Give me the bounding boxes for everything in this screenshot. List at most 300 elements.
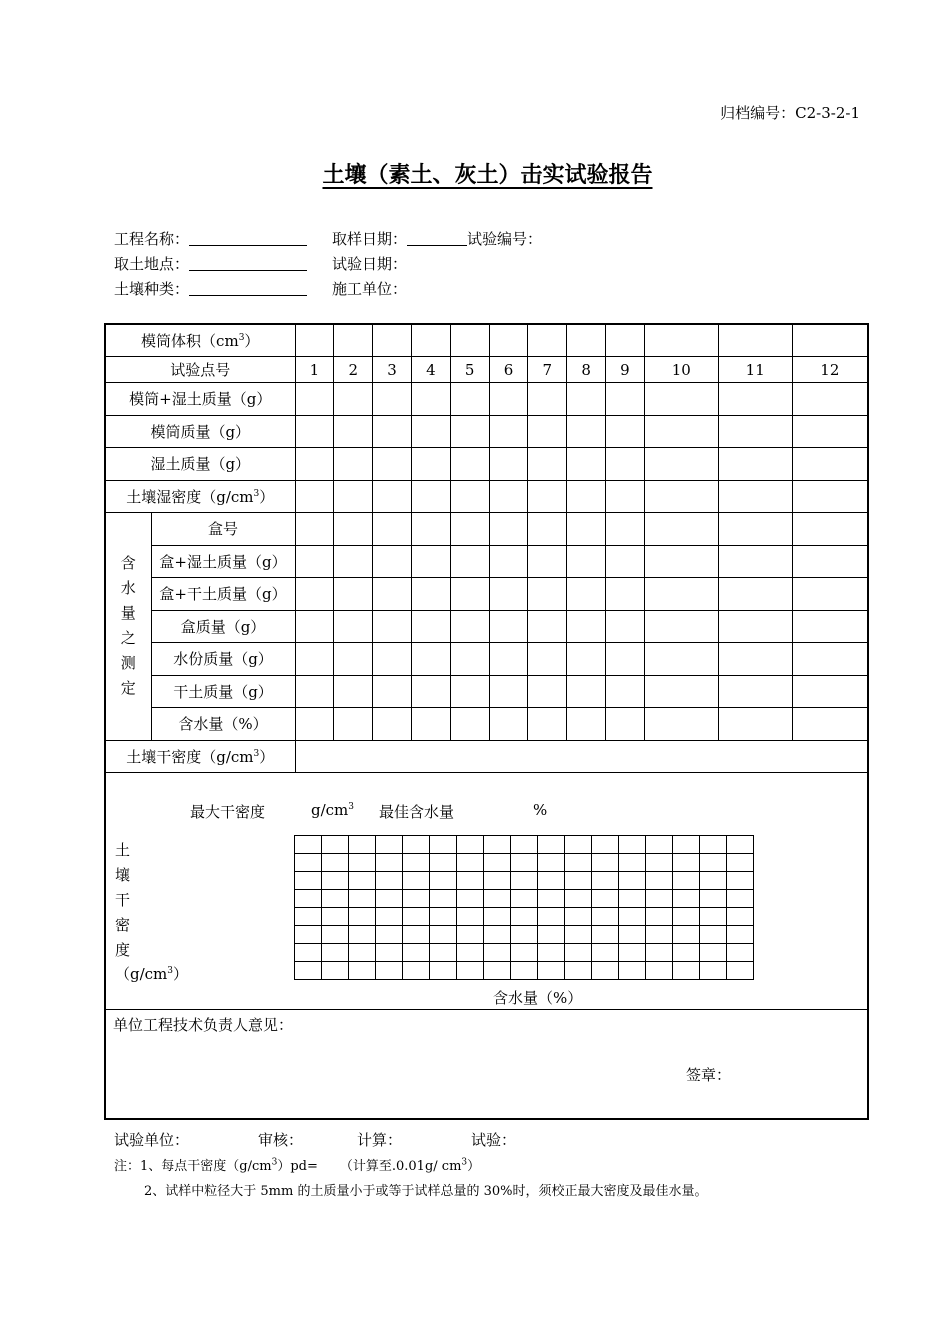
mold-volume-cell[interactable] <box>295 324 334 357</box>
dry-density-cell[interactable] <box>295 740 868 773</box>
moisture-cell[interactable] <box>489 643 528 676</box>
data-cell[interactable] <box>295 383 334 416</box>
moisture-row-label: 盒+湿土质量（g） <box>151 545 295 578</box>
grid-cell <box>484 872 511 890</box>
grid-cell <box>457 836 484 854</box>
grid-cell <box>673 926 700 944</box>
mold-volume-cell[interactable] <box>792 324 868 357</box>
soil-type-blank[interactable] <box>189 281 307 296</box>
grid-cell <box>376 908 403 926</box>
unit-label: $g/cm^3$ <box>311 801 355 819</box>
moisture-cell[interactable] <box>489 708 528 741</box>
moisture-cell[interactable] <box>373 708 412 741</box>
grid-cell <box>511 944 538 962</box>
mold-volume-cell[interactable] <box>373 324 412 357</box>
grid-cell <box>565 908 592 926</box>
moisture-cell[interactable] <box>792 675 868 708</box>
moisture-cell[interactable] <box>373 610 412 643</box>
moisture-cell[interactable] <box>450 513 489 546</box>
grid-cell <box>484 890 511 908</box>
table-row <box>105 545 868 578</box>
moisture-cell[interactable] <box>373 578 412 611</box>
data-cell[interactable] <box>411 415 450 448</box>
wet-density-cell[interactable] <box>718 480 792 513</box>
moisture-cell[interactable] <box>567 675 606 708</box>
moisture-cell[interactable] <box>606 578 645 611</box>
point-number: 11 <box>718 357 792 383</box>
grid-cell <box>538 854 565 872</box>
moisture-cell[interactable] <box>411 545 450 578</box>
data-cell[interactable] <box>450 383 489 416</box>
grid-cell <box>295 890 322 908</box>
moisture-cell[interactable] <box>644 708 718 741</box>
point-number: 3 <box>373 357 412 383</box>
mold-volume-cell[interactable] <box>528 324 567 357</box>
data-cell[interactable] <box>295 415 334 448</box>
wet-density-cell[interactable] <box>373 480 412 513</box>
moisture-cell[interactable] <box>411 675 450 708</box>
grid-cell <box>700 836 727 854</box>
grid-cell <box>511 926 538 944</box>
grid-cell <box>700 854 727 872</box>
moisture-cell[interactable] <box>606 610 645 643</box>
grid-cell <box>403 908 430 926</box>
moisture-cell[interactable] <box>373 545 412 578</box>
grid-cell <box>457 926 484 944</box>
grid-cell <box>619 908 646 926</box>
moisture-cell[interactable] <box>489 610 528 643</box>
grid-cell <box>565 944 592 962</box>
table-row <box>105 643 868 676</box>
moisture-cell[interactable] <box>295 675 334 708</box>
grid-cell <box>673 908 700 926</box>
grid-cell <box>511 962 538 980</box>
table-row <box>105 610 868 643</box>
moisture-cell[interactable] <box>606 675 645 708</box>
moisture-cell[interactable] <box>334 545 373 578</box>
moisture-cell[interactable] <box>567 708 606 741</box>
dry-density-label: 土壤干密度$(g/cm^3)$ <box>105 740 295 773</box>
moisture-cell[interactable] <box>295 708 334 741</box>
moisture-cell[interactable] <box>792 708 868 741</box>
data-cell[interactable] <box>606 448 645 481</box>
data-cell[interactable] <box>718 415 792 448</box>
moisture-cell[interactable] <box>411 643 450 676</box>
row-label: 湿土质量（g） <box>105 448 295 481</box>
moisture-cell[interactable] <box>411 708 450 741</box>
moisture-cell[interactable] <box>450 643 489 676</box>
grid-cell <box>538 962 565 980</box>
grid-cell <box>592 836 619 854</box>
data-cell[interactable] <box>450 448 489 481</box>
moisture-cell[interactable] <box>489 545 528 578</box>
grid-cell <box>592 872 619 890</box>
data-cell[interactable] <box>528 415 567 448</box>
grid-cell <box>565 962 592 980</box>
data-cell[interactable] <box>644 383 718 416</box>
moisture-cell[interactable] <box>606 708 645 741</box>
table-row <box>105 415 868 448</box>
data-cell[interactable] <box>373 415 412 448</box>
y-axis-label-char: 壤 <box>115 866 131 884</box>
moisture-cell[interactable] <box>644 513 718 546</box>
grid-cell <box>700 944 727 962</box>
data-cell[interactable] <box>567 415 606 448</box>
data-cell[interactable] <box>528 383 567 416</box>
soil-site-blank[interactable] <box>189 256 307 271</box>
moisture-cell[interactable] <box>450 675 489 708</box>
data-cell[interactable] <box>373 448 412 481</box>
grid-cell <box>646 926 673 944</box>
point-number: 12 <box>792 357 868 383</box>
moisture-cell[interactable] <box>411 513 450 546</box>
grid-cell <box>457 854 484 872</box>
moisture-cell[interactable] <box>792 610 868 643</box>
data-cell[interactable] <box>295 448 334 481</box>
sign-label: 签章： <box>686 1066 732 1084</box>
moisture-cell[interactable] <box>792 643 868 676</box>
grid-cell <box>376 854 403 872</box>
grid-cell <box>538 872 565 890</box>
data-cell[interactable] <box>792 448 868 481</box>
moisture-cell[interactable] <box>528 545 567 578</box>
grid-cell <box>592 962 619 980</box>
moisture-cell[interactable] <box>792 513 868 546</box>
grid-cell <box>538 890 565 908</box>
table-row <box>105 357 868 383</box>
data-cell[interactable] <box>718 448 792 481</box>
project-name-field <box>114 228 307 249</box>
construction-unit-label: 施工单位： <box>332 280 408 298</box>
grid-cell <box>592 926 619 944</box>
moisture-cell[interactable] <box>373 643 412 676</box>
grid-cell <box>727 854 754 872</box>
mold-volume-cell[interactable] <box>334 324 373 357</box>
grid-cell <box>430 872 457 890</box>
moisture-cell[interactable] <box>718 610 792 643</box>
moisture-cell[interactable] <box>567 545 606 578</box>
grid-cell <box>646 944 673 962</box>
table-row <box>105 675 868 708</box>
data-cell[interactable] <box>606 383 645 416</box>
grid-cell <box>403 872 430 890</box>
grid-cell <box>322 836 349 854</box>
wet-density-cell[interactable] <box>528 480 567 513</box>
moisture-cell[interactable] <box>334 578 373 611</box>
grid-cell <box>295 836 322 854</box>
moisture-cell[interactable] <box>718 545 792 578</box>
data-cell[interactable] <box>792 383 868 416</box>
grid-cell <box>457 962 484 980</box>
moisture-cell[interactable] <box>567 513 606 546</box>
moisture-cell[interactable] <box>295 513 334 546</box>
grid-cell <box>430 854 457 872</box>
point-number: 5 <box>450 357 489 383</box>
test-table <box>104 323 869 1120</box>
grid-cell <box>322 926 349 944</box>
mold-volume-cell[interactable] <box>644 324 718 357</box>
data-cell[interactable] <box>718 383 792 416</box>
grid-cell <box>511 836 538 854</box>
moisture-cell[interactable] <box>528 513 567 546</box>
grid-cell <box>511 890 538 908</box>
moisture-cell[interactable] <box>489 513 528 546</box>
moisture-cell[interactable] <box>295 545 334 578</box>
moisture-cell[interactable] <box>606 643 645 676</box>
table-row <box>105 480 868 513</box>
project-name-blank[interactable] <box>189 231 307 246</box>
moisture-cell[interactable] <box>295 578 334 611</box>
data-cell[interactable] <box>606 415 645 448</box>
grid-cell <box>673 836 700 854</box>
page-title: 土壤（素土、灰土）击实试验报告 <box>322 162 653 188</box>
moisture-cell[interactable] <box>373 513 412 546</box>
grid-cell <box>646 836 673 854</box>
data-cell[interactable] <box>489 383 528 416</box>
plot-grid[interactable] <box>294 835 754 980</box>
table-row <box>105 773 868 1010</box>
optimum-moisture-label: 最佳含水量 <box>379 803 455 821</box>
grid-cell <box>430 962 457 980</box>
grid-cell <box>673 944 700 962</box>
grid-cell <box>727 836 754 854</box>
grid-cell <box>349 872 376 890</box>
moisture-cell[interactable] <box>528 610 567 643</box>
grid-cell <box>565 836 592 854</box>
y-axis-label-char: 密 <box>115 916 131 934</box>
moisture-row-label: 含水量（%） <box>151 708 295 741</box>
wet-density-cell[interactable] <box>606 480 645 513</box>
project-name-label: 工程名称： <box>114 230 190 248</box>
grid-cell <box>727 926 754 944</box>
grid-cell <box>295 908 322 926</box>
moisture-cell[interactable] <box>792 578 868 611</box>
table-row <box>105 383 868 416</box>
moisture-cell[interactable] <box>334 708 373 741</box>
grid-cell <box>322 944 349 962</box>
grid-cell <box>511 872 538 890</box>
row-label: 模筒质量（g） <box>105 415 295 448</box>
grid-cell <box>646 890 673 908</box>
grid-cell <box>511 908 538 926</box>
grid-cell <box>619 872 646 890</box>
moisture-row-label: 盒质量（g） <box>151 610 295 643</box>
note-1: 注：1、每点干密度$(g/cm^3)pd=$ （计算至.0.01g/ $cm^3$） <box>114 1157 481 1174</box>
moisture-cell[interactable] <box>567 610 606 643</box>
y-axis-unit: $(g/cm^3)$ <box>115 965 189 983</box>
grid-cell <box>295 944 322 962</box>
moisture-cell[interactable] <box>334 643 373 676</box>
data-cell[interactable] <box>567 383 606 416</box>
grid-cell <box>592 854 619 872</box>
grid-cell <box>349 890 376 908</box>
moisture-cell[interactable] <box>450 578 489 611</box>
data-cell[interactable] <box>489 415 528 448</box>
moisture-cell[interactable] <box>644 675 718 708</box>
grid-cell <box>511 854 538 872</box>
grid-cell <box>592 908 619 926</box>
grid-cell <box>376 944 403 962</box>
grid-cell <box>700 908 727 926</box>
moisture-cell[interactable] <box>295 643 334 676</box>
grid-cell <box>538 926 565 944</box>
point-number: 7 <box>528 357 567 383</box>
moisture-cell[interactable] <box>718 708 792 741</box>
grid-cell <box>673 854 700 872</box>
grid-cell <box>619 854 646 872</box>
wet-density-cell[interactable] <box>411 480 450 513</box>
percent-label: % <box>533 801 548 819</box>
wet-density-cell[interactable] <box>295 480 334 513</box>
point-number: 8 <box>567 357 606 383</box>
data-cell[interactable] <box>373 383 412 416</box>
grid-cell <box>403 890 430 908</box>
moisture-cell[interactable] <box>450 708 489 741</box>
soil-type-field <box>114 278 307 299</box>
moisture-cell[interactable] <box>450 610 489 643</box>
moisture-cell[interactable] <box>411 610 450 643</box>
test-date-label: 试验日期： <box>332 255 408 273</box>
table-row <box>105 1010 868 1120</box>
data-cell[interactable] <box>411 383 450 416</box>
mold-volume-cell[interactable] <box>606 324 645 357</box>
grid-cell <box>538 908 565 926</box>
point-number: 2 <box>334 357 373 383</box>
wet-density-cell[interactable] <box>567 480 606 513</box>
grid-cell <box>457 908 484 926</box>
wet-density-label: 土壤湿密度$(g/cm^3)$ <box>105 480 295 513</box>
moisture-cell[interactable] <box>334 513 373 546</box>
data-cell[interactable] <box>334 415 373 448</box>
data-cell[interactable] <box>334 448 373 481</box>
moisture-row-label: 干土质量（g） <box>151 675 295 708</box>
grid-cell <box>376 962 403 980</box>
moisture-cell[interactable] <box>606 545 645 578</box>
moisture-cell[interactable] <box>792 545 868 578</box>
moisture-cell[interactable] <box>489 578 528 611</box>
grid-cell <box>403 962 430 980</box>
moisture-cell[interactable] <box>334 675 373 708</box>
point-number: 10 <box>644 357 718 383</box>
mold-volume-cell[interactable] <box>489 324 528 357</box>
moisture-cell[interactable] <box>528 675 567 708</box>
wet-density-cell[interactable] <box>792 480 868 513</box>
grid-cell <box>430 908 457 926</box>
grid-cell <box>430 836 457 854</box>
data-cell[interactable] <box>528 448 567 481</box>
compaction-chart <box>105 773 868 1010</box>
moisture-cell[interactable] <box>567 643 606 676</box>
wet-density-cell[interactable] <box>644 480 718 513</box>
grid-cell <box>484 926 511 944</box>
moisture-cell[interactable] <box>718 675 792 708</box>
grid-cell <box>700 872 727 890</box>
grid-cell <box>700 890 727 908</box>
soil-site-label: 取土地点： <box>114 255 190 273</box>
table-row <box>105 708 868 741</box>
moisture-cell[interactable] <box>411 578 450 611</box>
grid-cell <box>322 872 349 890</box>
grid-cell <box>430 890 457 908</box>
moisture-cell[interactable] <box>644 643 718 676</box>
data-cell[interactable] <box>644 415 718 448</box>
moisture-cell[interactable] <box>528 708 567 741</box>
moisture-cell[interactable] <box>718 643 792 676</box>
data-cell[interactable] <box>489 448 528 481</box>
archive-number: 归档编号：C2-3-2-1 <box>720 104 860 122</box>
table-row <box>105 324 868 357</box>
grid-cell <box>484 854 511 872</box>
max-dry-density-label: 最大干密度 <box>190 803 266 821</box>
moisture-cell[interactable] <box>567 578 606 611</box>
grid-cell <box>349 926 376 944</box>
wet-density-cell[interactable] <box>489 480 528 513</box>
grid-cell <box>673 872 700 890</box>
grid-cell <box>322 854 349 872</box>
opinion-label: 单位工程技术负责人意见： <box>113 1016 294 1034</box>
grid-cell <box>727 962 754 980</box>
grid-cell <box>619 836 646 854</box>
data-cell[interactable] <box>334 383 373 416</box>
grid-cell <box>565 926 592 944</box>
mold-volume-cell[interactable] <box>718 324 792 357</box>
data-cell[interactable] <box>411 448 450 481</box>
wet-density-cell[interactable] <box>450 480 489 513</box>
point-number: 1 <box>295 357 334 383</box>
moisture-cell[interactable] <box>718 513 792 546</box>
y-axis-label-char: 土 <box>115 841 131 859</box>
grid-cell <box>295 926 322 944</box>
mold-volume-cell[interactable] <box>567 324 606 357</box>
moisture-cell[interactable] <box>334 610 373 643</box>
data-cell[interactable] <box>644 448 718 481</box>
table-row <box>105 513 868 546</box>
grid-cell <box>403 836 430 854</box>
opinion-cell[interactable] <box>105 1010 868 1120</box>
y-axis-label-char: 干 <box>115 891 131 909</box>
row-label: 模筒+湿土质量（g） <box>105 383 295 416</box>
table-row <box>105 740 868 773</box>
moisture-cell[interactable] <box>528 578 567 611</box>
sample-date-field <box>332 228 542 249</box>
wet-density-cell[interactable] <box>334 480 373 513</box>
moisture-cell[interactable] <box>373 675 412 708</box>
moisture-cell[interactable] <box>644 545 718 578</box>
moisture-cell[interactable] <box>489 675 528 708</box>
mold-volume-cell[interactable] <box>450 324 489 357</box>
mold-volume-cell[interactable] <box>411 324 450 357</box>
moisture-cell[interactable] <box>644 578 718 611</box>
grid-cell <box>727 872 754 890</box>
table-row <box>105 578 868 611</box>
moisture-cell[interactable] <box>718 578 792 611</box>
data-cell[interactable] <box>567 448 606 481</box>
grid-cell <box>727 908 754 926</box>
soil-site-field <box>114 253 307 274</box>
moisture-cell[interactable] <box>450 545 489 578</box>
data-cell[interactable] <box>450 415 489 448</box>
grid-cell <box>619 944 646 962</box>
moisture-cell[interactable] <box>295 610 334 643</box>
moisture-cell[interactable] <box>606 513 645 546</box>
moisture-cell[interactable] <box>644 610 718 643</box>
moisture-cell[interactable] <box>528 643 567 676</box>
point-number: 4 <box>411 357 450 383</box>
grid-cell <box>592 944 619 962</box>
sample-date-blank[interactable] <box>407 231 467 246</box>
grid-cell <box>295 872 322 890</box>
data-cell[interactable] <box>792 415 868 448</box>
